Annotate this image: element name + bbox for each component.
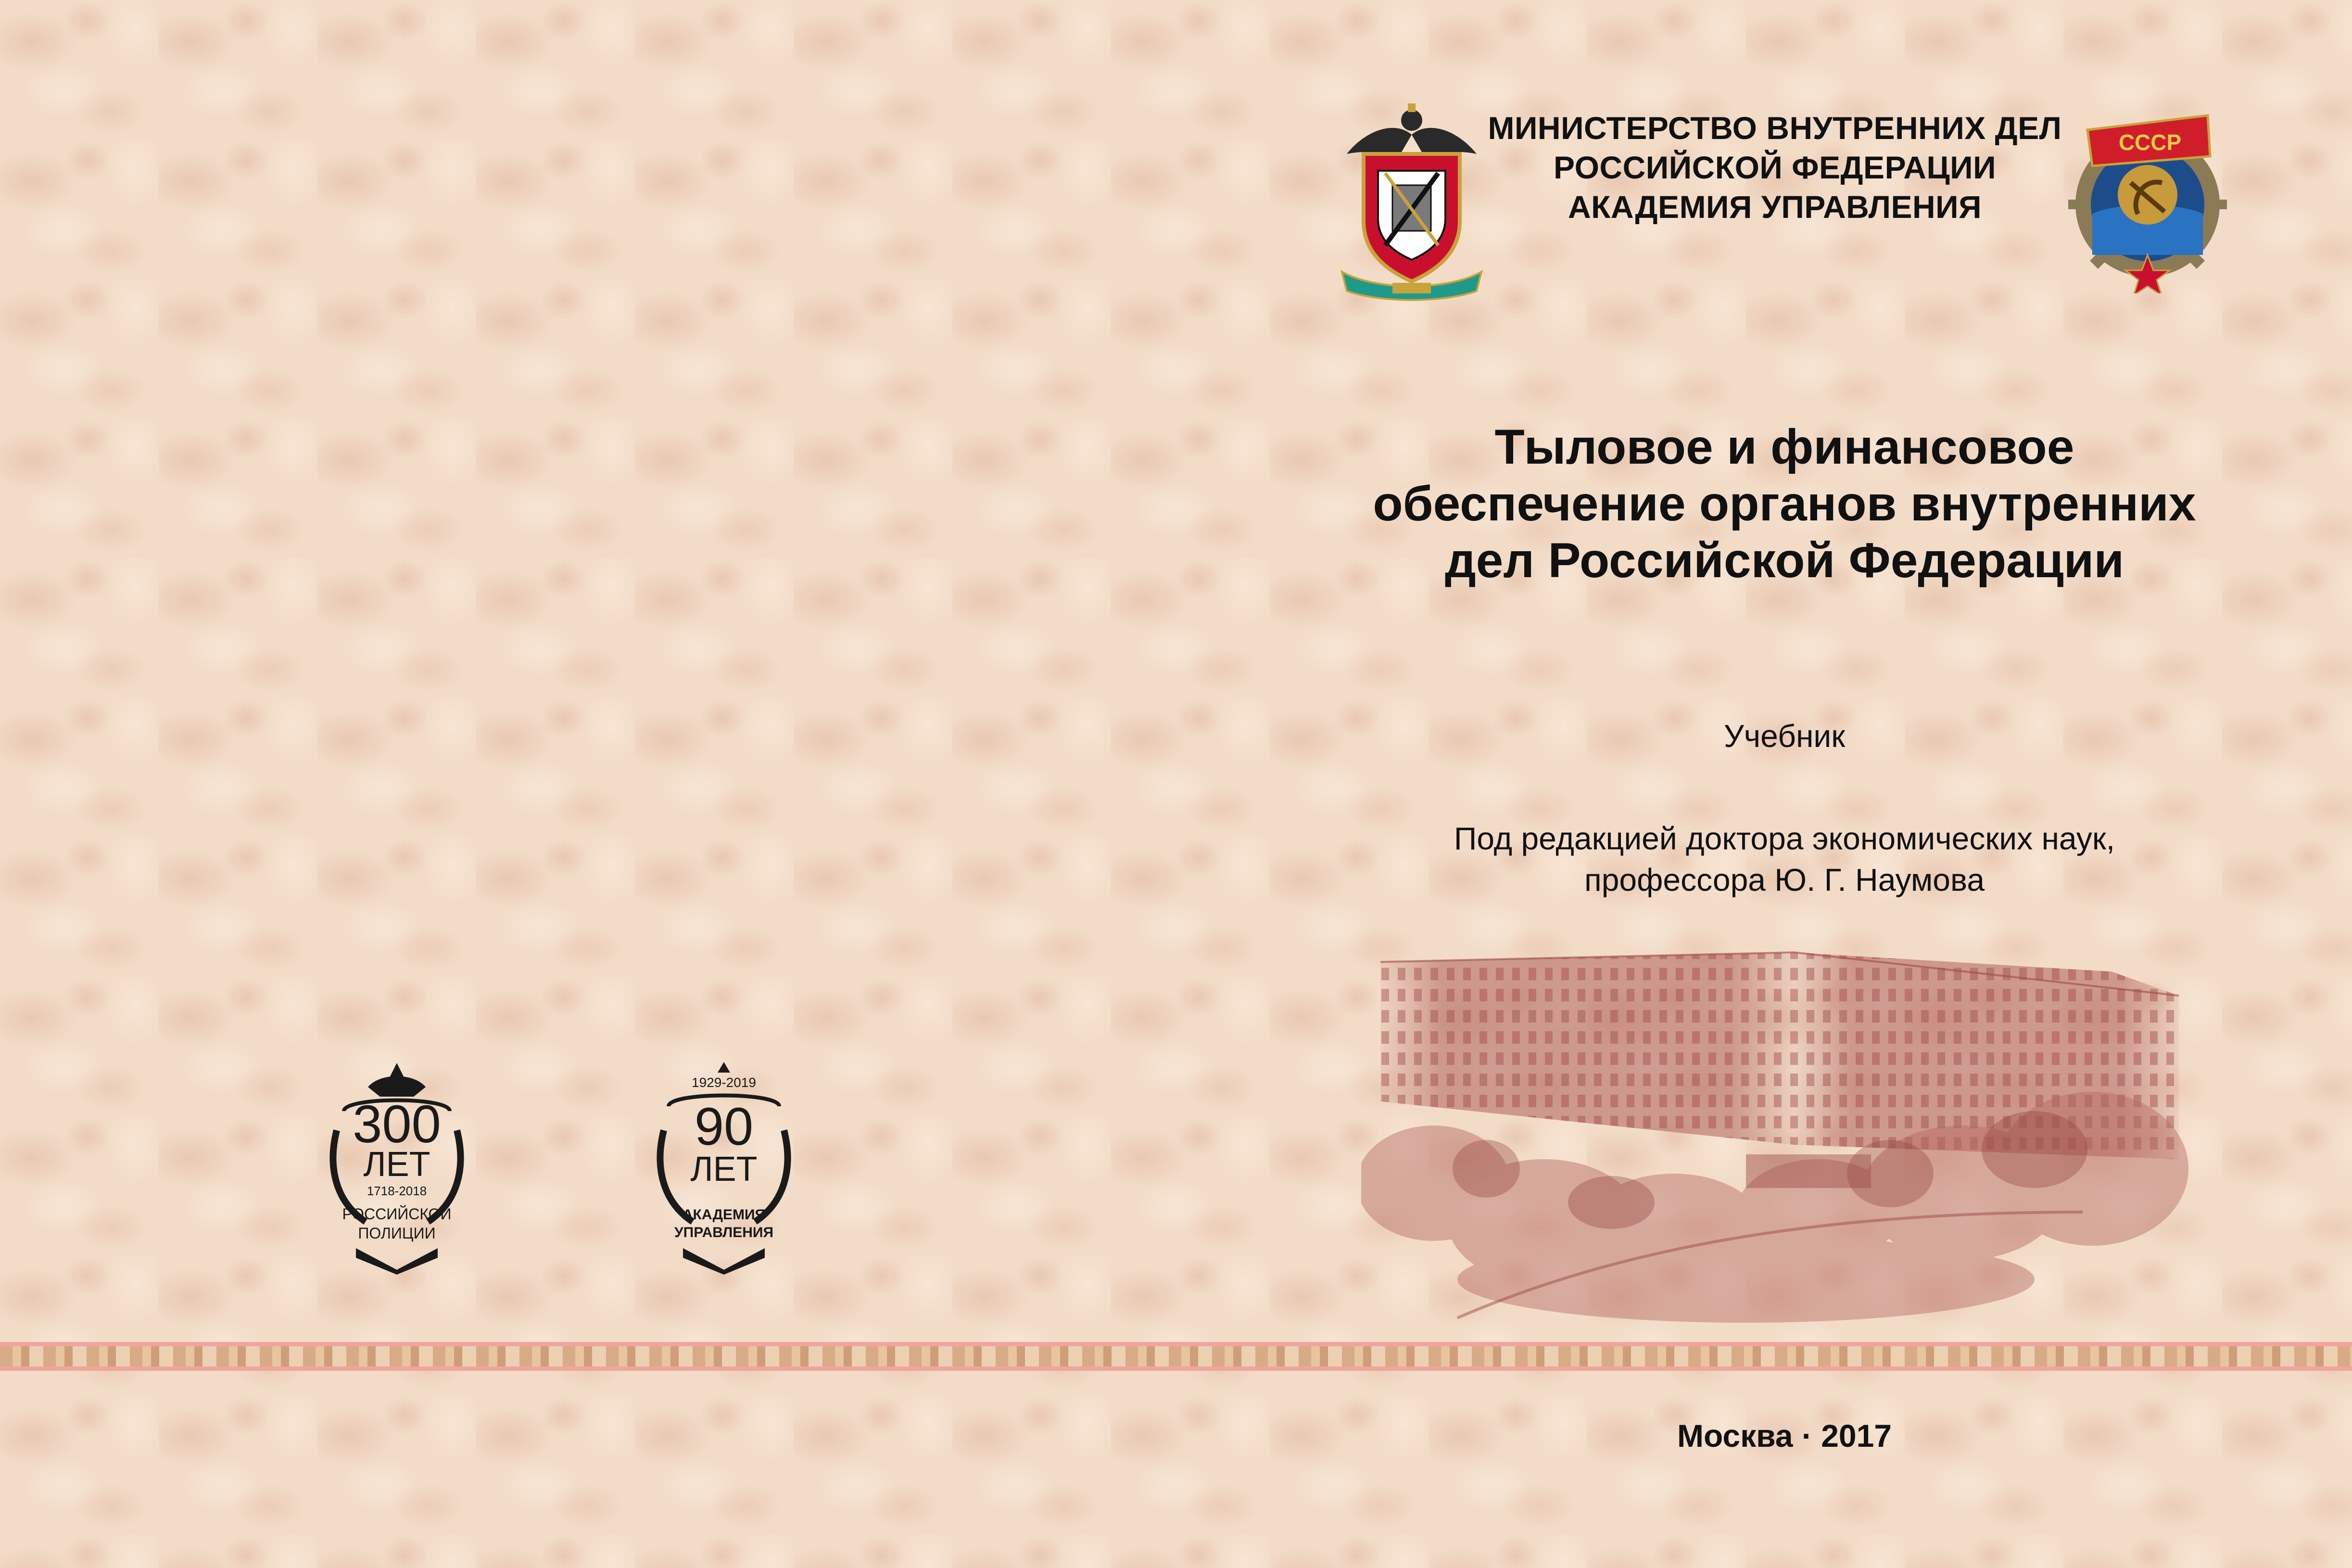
badge-90-caption-2: УПРАВЛЕНИЯ: [674, 1225, 774, 1240]
title-line-2: обеспечение органов внутренних: [1373, 476, 2196, 531]
editor-credit: [1385, 818, 2184, 900]
imprint-city-year: Москва · 2017: [1677, 1418, 1892, 1454]
mvd-academy-emblem-icon: [1337, 101, 1486, 303]
order-badge-text: СССР: [2118, 130, 2182, 155]
editor-line-2: профессора Ю. Г. Наумова: [1584, 862, 1985, 898]
badge-90-caption-1: АКАДЕМИЯ: [682, 1207, 766, 1223]
editor-line-1: Под редакцией доктора экономических наук,: [1454, 821, 2115, 856]
ministry-line-3: АКАДЕМИЯ УПРАВЛЕНИЯ: [1568, 189, 1982, 225]
order-of-red-banner-of-labour-icon: [2066, 111, 2229, 293]
badge-300-caption-2: ПОЛИЦИИ: [358, 1225, 436, 1242]
title-line-1: Тыловое и финансовое: [1494, 419, 2074, 474]
badge-90-years-academy: [645, 1058, 803, 1275]
academy-building-illustration: [1361, 943, 2208, 1328]
ministry-line-1: МИНИСТЕРСТВО ВНУТРЕННИХ ДЕЛ: [1488, 110, 2062, 146]
badge-300-years-police: [317, 1058, 476, 1275]
badge-90-unit: ЛЕТ: [690, 1150, 758, 1189]
book-title: [1347, 418, 2222, 589]
book-type: Учебник: [1723, 718, 1846, 754]
title-line-3: дел Российской Федерации: [1444, 533, 2124, 588]
decorative-stripe: [0, 1342, 2352, 1371]
ministry-line-2: РОССИЙСКОЙ ФЕДЕРАЦИИ: [1553, 150, 1997, 185]
badge-90-years: 1929-2019: [692, 1075, 756, 1090]
badge-90-number: 90: [694, 1097, 754, 1156]
ministry-header: [1486, 108, 2063, 227]
badge-300-unit: ЛЕТ: [363, 1145, 430, 1184]
badge-300-caption-1: РОССИЙСКОЙ: [342, 1205, 452, 1223]
badge-300-number: 300: [353, 1095, 441, 1154]
badge-300-years: 1718-2018: [367, 1184, 427, 1198]
